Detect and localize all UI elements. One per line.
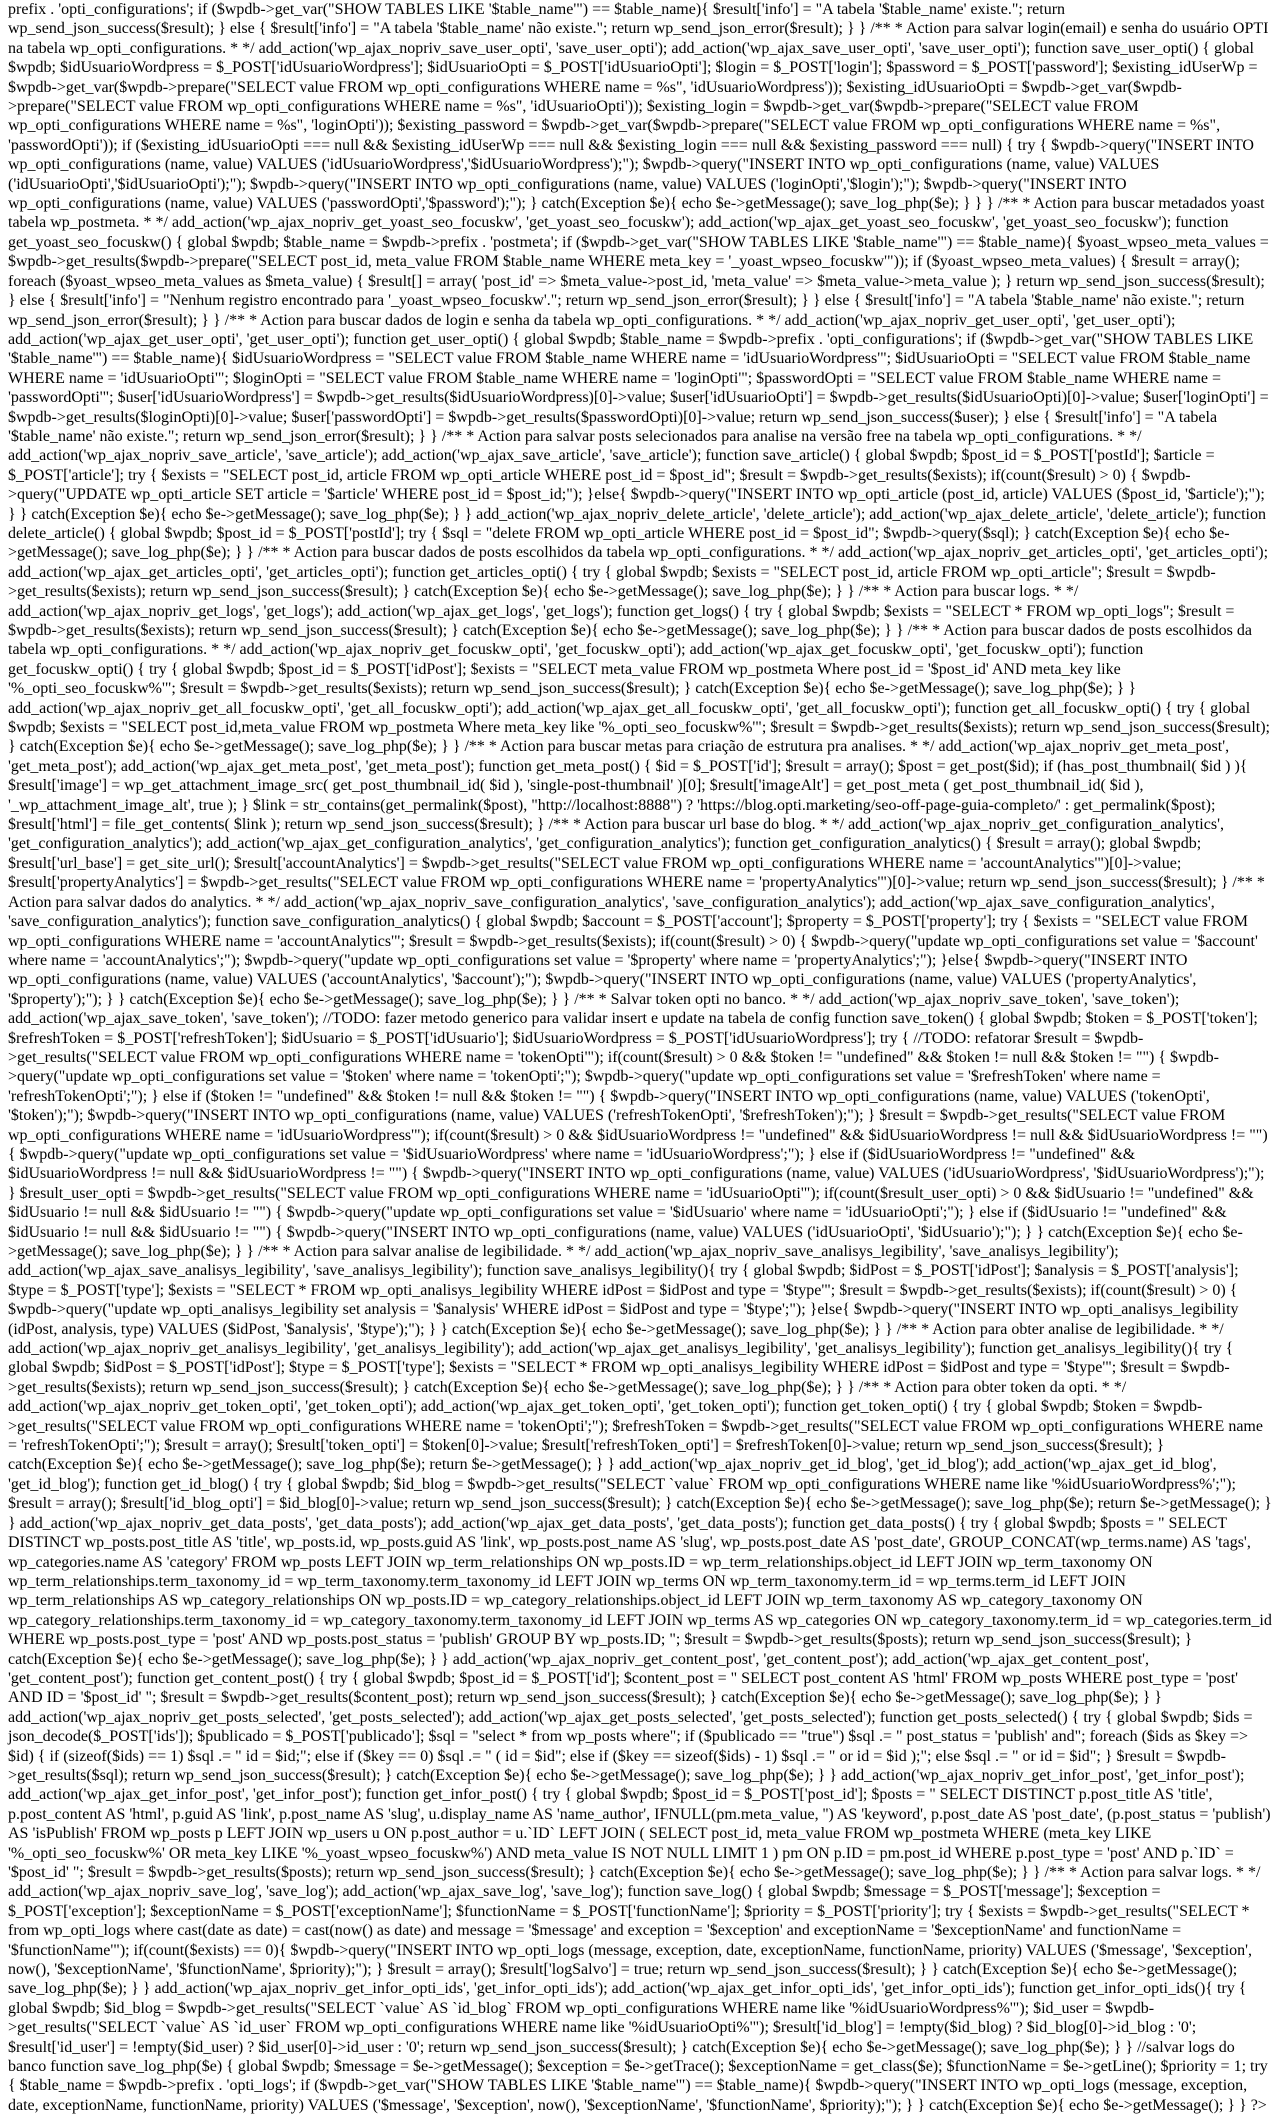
php-source-text: prefix . 'opti_configurations'; if ($wpdb->get_var("SHOW TABLES LIKE '$table_name'") == $table_name){ $result['info'] = "A tabela '$table_name' existe."; return wp_send_json_success($result); } else { $result['info'] = "A tabela '$table_name' não existe."; return wp_send_json_error($result); } } /** * Action para salvar login(email) e senha do usuário OPTI na tabela wp_opti_configurations. * */ add_action('wp_ajax_nopriv_save_user_opti', 'save_user_opti'); add_action('wp_ajax_save_user_opti', 'save_user_opti'); function save_user_opti() { global $wpdb; $idUsuarioWordpress = $_POST['idUsuarioWordpress']; $idUsuarioOpti = $_POST['idUsuarioOpti']; $login = $_POST['login']; $password = $_POST['password']; $existing_idUserWp = $wpdb->get_var($wpdb->prepare("SELECT value FROM wp_opti_configurations WHERE name = %s", 'idUsuarioWordpress')); $existing_idUsuarioOpti = $wpdb->get_var($wpdb->prepare("SELECT value FROM wp_opti_configurations WHERE name = %s", 'idUsuarioOpti')); $existing_login = $wpdb->get_var($wpdb->prepare("SELECT value FROM wp_opti_configurations WHERE name = %s", 'loginOpti')); $existing_password = $wpdb->get_var($wpdb->prepare("SELECT value FROM wp_opti_configurations WHERE name = %s", 'passwordOpti')); if ($existing_idUsuarioOpti === null && $existing_idUserWp === null && $existing_login === null && $existing_password === null) { try { $wpdb->query("INSERT INTO wp_opti_configurations (name, value) VALUES ('idUsuarioWordpress','$idUsuarioWordpress');"); $wpdb->query("INSERT INTO wp_opti_configurations (name, value) VALUES ('idUsuarioOpti','$idUsuarioOpti');"); $wpdb->query("INSERT INTO wp_opti_configurations (name, value) VALUES ('loginOpti','$login');"); $wpdb->query("INSERT INTO wp_opti_configurations (name, value) VALUES ('passwordOpti','$password');"); } catch(Exception $e){ echo $e->getMessage(); save_log_php($e); } } } /** * Action para buscar metadados yoast tabela wp_postmeta. * */ add_action('wp_ajax_nopriv_get_yoast_seo_focuskw', 'get_yoast_seo_focuskw'); add_action('wp_ajax_get_yoast_seo_focuskw', 'get_yoast_seo_focuskw'); function get_yoast_seo_focuskw() { global $wpdb; $table_name = $wpdb->prefix . 'postmeta'; if ($wpdb->get_var("SHOW TABLES LIKE '$table_name'") == $table_name){ $yoast_wpseo_meta_values = $wpdb->get_results($wpdb->prepare("SELECT post_id, meta_value FROM $table_name WHERE meta_key = '_yoast_wpseo_focuskw'")); if ($yoast_wpseo_meta_values) { $result = array(); foreach ($yoast_wpseo_meta_values as $meta_value) { $result[] = array( 'post_id' => $meta_value->post_id, 'meta_value' => $meta_value->meta_value ); } return wp_send_json_success($result); } else { $result['info'] = "Nenhum registro encontrado para '_yoast_wpseo_focuskw'."; return wp_send_json_error($result); } } else { $result['info'] = "A tabela '$table_name' não existe."; return wp_send_json_error($result); } } /** * Action para buscar dados de login e senha da tabela wp_opti_configurations. * */ add_action('wp_ajax_nopriv_get_user_opti', 'get_user_opti'); add_action('wp_ajax_get_user_opti', 'get_user_opti'); function get_user_opti() { global $wpdb; $table_name = $wpdb->prefix . 'opti_configurations'; if ($wpdb->get_var("SHOW TABLES LIKE '$table_name'") == $table_name){ $idUsuarioWordpress = "SELECT value FROM $table_name WHERE name = 'idUsuarioWordpress'"; $idUsuarioOpti = "SELECT value FROM $table_name WHERE name = 'idUsuarioOpti'"; $loginOpti = "SELECT value FROM $table_name WHERE name = 'loginOpti'"; $passwordOpti = "SELECT value FROM $table_name WHERE name = 'passwordOpti'"; $user['idUsuarioWordpress'] = $wpdb->get_results($idUsuarioWordpress)[0]->value; $user['idUsuarioOpti'] = $wpdb->get_results($idUsuarioOpti)[0]->value; $user['loginOpti'] = $wpdb->get_results($loginOpti)[0]->value; $user['passwordOpti'] = $wpdb->get_results($passwordOpti)[0]->value; return wp_send_json_success($user); } else { $result['info'] = "A tabela '$table_name' não existe."; return wp_send_json_error($result); } } /** * Action para salvar posts selecionados para analise na versão free na tabela wp_opti_configurations. * */ add_action('wp_ajax_nopriv_save_article', 'save_article'); add_action('wp_ajax_save_article', 'save_article'); function save_article() { global $wpdb; $post_id = $_POST['postId']; $article = $_POST['article']; try { $exists = "SELECT post_id, article FROM wp_opti_article WHERE post_id = $post_id"; $result = $wpdb->get_results($exists); if(count($result) > 0) { $wpdb->query("UPDATE wp_opti_article SET article = '$article' WHERE post_id = $post_id;"); }else{ $wpdb->query("INSERT INTO wp_opti_article (post_id, article) VALUES ($post_id, '$article');"); } } catch(Exception $e){ echo $e->getMessage(); save_log_php($e); } } add_action('wp_ajax_nopriv_delete_article', 'delete_article'); add_action('wp_ajax_delete_article', 'delete_article'); function delete_article() { global $wpdb; $post_id = $_POST['postId']; try { $sql = "delete FROM wp_opti_article WHERE post_id = $post_id"; $wpdb->query($sql); } catch(Exception $e){ echo $e->getMessage(); save_log_php($e); } } /** * Action para buscar dados de posts escolhidos da tabela wp_opti_configurations. * */ add_action('wp_ajax_nopriv_get_articles_opti', 'get_articles_opti'); add_action('wp_ajax_get_articles_opti', 'get_articles_opti'); function get_articles_opti() { try { global $wpdb; $exists = "SELECT post_id, article FROM wp_opti_article"; $result = $wpdb->get_results($exists); return wp_send_json_success($result); } catch(Exception $e){ echo $e->getMessage(); save_log_php($e); } } /** * Action para buscar logs. * */ add_action('wp_ajax_nopriv_get_logs', 'get_logs'); add_action('wp_ajax_get_logs', 'get_logs'); function get_logs() { try { global $wpdb; $exists = "SELECT * FROM wp_opti_logs"; $result = $wpdb->get_results($exists); return wp_send_json_success($result); } catch(Exception $e){ echo $e->getMessage(); save_log_php($e); } } /** * Action para buscar dados de posts escolhidos da tabela wp_opti_configurations. * */ add_action('wp_ajax_nopriv_get_focuskw_opti', 'get_focuskw_opti'); add_action('wp_ajax_get_focuskw_opti', 'get_focuskw_opti'); function get_focuskw_opti() { try { global $wpdb; $post_id = $_POST['idPost']; $exists = "SELECT meta_value FROM wp_postmeta Where post_id = '$post_id' AND meta_key like '%_opti_seo_focuskw%'"; $result = $wpdb->get_results($exists); return wp_send_json_success($result); } catch(Exception $e){ echo $e->getMessage(); save_log_php($e); } } add_action('wp_ajax_nopriv_get_all_focuskw_opti', 'get_all_focuskw_opti'); add_action('wp_ajax_get_all_focuskw_opti', 'get_all_focuskw_opti'); function get_all_focuskw_opti() { try { global $wpdb; $exists = "SELECT post_id,meta_value FROM wp_postmeta Where meta_key like '%_opti_seo_focuskw%'"; $result = $wpdb->get_results($exists); return wp_send_json_success($result); } catch(Exception $e){ echo $e->getMessage(); save_log_php($e); } } /** * Action para buscar metas para criação de estrutura pra analises. * */ add_action('wp_ajax_nopriv_get_meta_post', 'get_meta_post'); add_action('wp_ajax_get_meta_post', 'get_meta_post'); function get_meta_post() { $id = $_POST['id']; $result = array(); $post = get_post($id); if (has_post_thumbnail( $id ) ){ $result['image'] = wp_get_attachment_image_src( get_post_thumbnail_id( $id ), 'single-post-thumbnail' )[0]; $result['imageAlt'] = get_post_meta ( get_post_thumbnail_id( $id ), '_wp_attachment_image_alt', true ); } $link = str_contains(get_permalink($post), "http://localhost:8888") ? 'https://blog.opti.marketing/seo-off-page-guia-completo/' : get_permalink($post); $result['html'] = file_get_contents( $link ); return wp_send_json_success($result); } /** * Action para buscar url base do blog. * */ add_action('wp_ajax_nopriv_get_configuration_analytics', 'get_configuration_analytics'); add_action('wp_ajax_get_configuration_analytics', 'get_configuration_analytics'); function get_configuration_analytics() { $result = array(); global $wpdb; $result['url_base'] = get_site_url(); $result['accountAnalytics'] = $wpdb->get_results("SELECT value FROM wp_opti_configurations WHERE name = 'accountAnalytics'")[0]->value; $result['propertyAnalytics'] = $wpdb->get_results("SELECT value FROM wp_opti_configurations WHERE name = 'propertyAnalytics'")[0]->value; return wp_send_json_success($result); } /** * Action para salvar dados do analytics. * */ add_action('wp_ajax_nopriv_save_configuration_analytics', 'save_configuration_analytics'); add_action('wp_ajax_save_configuration_analytics', 'save_configuration_analytics'); function save_configuration_analytics() { global $wpdb; $account = $_POST['account']; $property = $_POST['property']; try { $exists = "SELECT value FROM wp_opti_configurations WHERE name = 'accountAnalytics'"; $result = $wpdb->get_results($exists); if(count($result) > 0) { $wpdb->query("update wp_opti_configurations set value = '$account' where name = 'accountAnalytics';"); $wpdb->query("update wp_opti_configurations set value = '$property' where name = 'propertyAnalytics';"); }else{ $wpdb->query("INSERT INTO wp_opti_configurations (name, value) VALUES ('accountAnalytics', '$account');"); $wpdb->query("INSERT INTO wp_opti_configurations (name, value) VALUES ('propertyAnalytics', '$property');"); } } catch(Exception $e){ echo $e->getMessage(); save_log_php($e); } } /** * Salvar token opti no banco. * */ add_action('wp_ajax_nopriv_save_token', 'save_token'); add_action('wp_ajax_save_token', 'save_token'); //TODO: fazer metodo generico para validar insert e update na tabela de config function save_token() { global $wpdb; $token = $_POST['token']; $refreshToken = $_POST['refreshToken']; $idUsuario = $_POST['idUsuario']; $idUsuarioWordpress = $_POST['idUsuarioWordpress']; try { //TODO: refatorar $result = $wpdb->get_results("SELECT value FROM wp_opti_configurations WHERE name = 'tokenOpti'"); if(count($result) > 0 && $token != "undefined" && $token != null && $token != "") { $wpdb->query("update wp_opti_configurations set value = '$token' where name = 'tokenOpti';"); $wpdb->query("update wp_opti_configurations set value = '$refreshToken' where name = 'refreshTokenOpti';"); } else if ($token != "undefined" && $token != null && $token != "") { $wpdb->query("INSERT INTO wp_opti_configurations (name, value) VALUES ('tokenOpti', '$token');"); $wpdb->query("INSERT INTO wp_opti_configurations (name, value) VALUES ('refreshTokenOpti', '$refreshToken');"); } $result = $wpdb->get_results("SELECT value FROM wp_opti_configurations WHERE name = 'idUsuarioWordpress'"); if(count($result) > 0 && $idUsuarioWordpress != "undefined" && $idUsuarioWordpress != null && $idUsuarioWordpress != "") { $wpdb->query("update wp_opti_configurations set value = '$idUsuarioWordpress' where name = 'idUsuarioWordpress';"); } else if ($idUsuarioWordpress != "undefined" && $idUsuarioWordpress != null && $idUsuarioWordpress != "") { $wpdb->query("INSERT INTO wp_opti_configurations (name, value) VALUES ('idUsuarioWordpress', '$idUsuarioWordpress');"); } $result_user_opti = $wpdb->get_results("SELECT value FROM wp_opti_configurations WHERE name = 'idUsuarioOpti'"); if(count($result_user_opti) > 0 && $idUsuario != "undefined" && $idUsuario != null && $idUsuario != "") { $wpdb->query("update wp_opti_configurations set value = '$idUsuario' where name = 'idUsuarioOpti';"); } else if ($idUsuario != "undefined" && $idUsuario != null && $idUsuario != "") { $wpdb->query("INSERT INTO wp_opti_configurations (name, value) VALUES ('idUsuarioOpti', '$idUsuario');"); } } catch(Exception $e){ echo $e->getMessage(); save_log_php($e); } } /** * Action para salvar analise de legibilidade. * */ add_action('wp_ajax_nopriv_save_analisys_legibility', 'save_analisys_legibility'); add_action('wp_ajax_save_analisys_legibility', 'save_analisys_legibility'); function save_analisys_legibility(){ try { global $wpdb; $idPost = $_POST['idPost']; $analysis = $_POST['analysis']; $type = $_POST['type']; $exists = "SELECT * FROM wp_opti_analisys_legibility WHERE idPost = $idPost and type = '$type'"; $result = $wpdb->get_results($exists); if(count($result) > 0) { $wpdb->query("update wp_opti_analisys_legibility set analysis = '$analysis' WHERE idPost = $idPost and type = '$type';"); }else{ $wpdb->query("INSERT INTO wp_opti_analisys_legibility (idPost, analysis, type) VALUES ($idPost, '$analysis', '$type');"); } } catch(Exception $e){ echo $e->getMessage(); save_log_php($e); } } /** * Action para obter analise de legibilidade. * */ add_action('wp_ajax_nopriv_get_analisys_legibility', 'get_analisys_legibility'); add_action('wp_ajax_get_analisys_legibility', 'get_analisys_legibility'); function get_analisys_legibility(){ try { global $wpdb; $idPost = $_POST['idPost']; $type = $_POST['type']; $exists = "SELECT * FROM wp_opti_analisys_legibility WHERE idPost = $idPost and type = '$type'"; $result = $wpdb->get_results($exists); return wp_send_json_success($result); } catch(Exception $e){ echo $e->getMessage(); save_log_php($e); } } /** * Action para obter token da opti. * */ add_action('wp_ajax_nopriv_get_token_opti', 'get_token_opti'); add_action('wp_ajax_get_token_opti', 'get_token_opti'); function get_token_opti() { try { global $wpdb; $token = $wpdb->get_results("SELECT value FROM wp_opti_configurations WHERE name = 'tokenOpti';"); $refreshToken = $wpdb->get_results("SELECT value FROM wp_opti_configurations WHERE name = 'refreshTokenOpti';"); $result = array(); $result['token_opti'] = $token[0]->value; $result['refreshToken_opti'] = $refreshToken[0]->value; return wp_send_json_success($result); } catch(Exception $e){ echo $e->getMessage(); save_log_php($e); return $e->getMessage(); } } add_action('wp_ajax_nopriv_get_id_blog', 'get_id_blog'); add_action('wp_ajax_get_id_blog', 'get_id_blog'); function get_id_blog() { try { global $wpdb; $id_blog = $wpdb->get_results("SELECT `value` FROM wp_opti_configurations WHERE name like '%idUsuarioWordpress%';"); $result = array(); $result['id_blog_opti'] = $id_blog[0]->value; return wp_send_json_success($result); } catch(Exception $e){ echo $e->getMessage(); save_log_php($e); return $e->getMessage(); } } add_action('wp_ajax_nopriv_get_data_posts', 'get_data_posts'); add_action('wp_ajax_get_data_posts', 'get_data_posts'); function get_data_posts() { try { global $wpdb; $posts = " SELECT DISTINCT wp_posts.post_title AS 'title', wp_posts.id, wp_posts.guid AS 'link', wp_posts.post_name AS 'slug', wp_posts.post_date AS 'post_date', GROUP_CONCAT(wp_terms.name) AS 'tags', wp_categories.name AS 'category' FROM wp_posts LEFT JOIN wp_term_relationships ON wp_posts.ID = wp_term_relationships.object_id LEFT JOIN wp_term_taxonomy ON wp_term_relationships.term_taxonomy_id = wp_term_taxonomy.term_taxonomy_id LEFT JOIN wp_terms ON wp_term_taxonomy.term_id = wp_terms.term_id LEFT JOIN wp_term_relationships AS wp_category_relationships ON wp_posts.ID = wp_category_relationships.object_id LEFT JOIN wp_term_taxonomy AS wp_category_taxonomy ON wp_category_relationships.term_taxonomy_id = wp_category_taxonomy.term_taxonomy_id LEFT JOIN wp_terms AS wp_categories ON wp_category_taxonomy.term_id = wp_categories.term_id WHERE wp_posts.post_type = 'post' AND wp_posts.post_status = 'publish' GROUP BY wp_posts.ID; "; $result = $wpdb->get_results($posts); return wp_send_json_success($result); } catch(Exception $e){ echo $e->getMessage(); save_log_php($e); } } add_action('wp_ajax_nopriv_get_content_post', 'get_content_post'); add_action('wp_ajax_get_content_post', 'get_content_post'); function get_content_post() { try { global $wpdb; $post_id = $_POST['id']; $content_post = " SELECT post_content AS 'html' FROM wp_posts WHERE post_type = 'post' AND ID = '$post_id' "; $result = $wpdb->get_results($content_post); return wp_send_json_success($result); } catch(Exception $e){ echo $e->getMessage(); save_log_php($e); } } add_action('wp_ajax_nopriv_get_posts_selected', 'get_posts_selected'); add_action('wp_ajax_get_posts_selected', 'get_posts_selected'); function get_posts_selected() { try { global $wpdb; $ids = json_decode($_POST['ids']); $publicado = $_POST['publicado']; $sql = "select * from wp_posts where"; if ($publicado == "true") $sql .= " post_status = 'publish' and"; foreach ($ids as $key => $id) { if (sizeof($ids) == 1) $sql .= " id = $id;"; else if ($key == 0) $sql .= " ( id = $id"; else if ($key == sizeof($ids) - 1) $sql .= " or id = $id );"; else $sql .= " or id = $id"; } $result = $wpdb->get_results($sql); return wp_send_json_success($result); } catch(Exception $e){ echo $e->getMessage(); save_log_php($e); } } add_action('wp_ajax_nopriv_get_infor_post', 'get_infor_post'); add_action('wp_ajax_get_infor_post', 'get_infor_post'); function get_infor_post() { try { global $wpdb; $post_id = $_POST['post_id']; $posts = " SELECT DISTINCT p.post_title AS 'title', p.post_content AS 'html', p.guid AS 'link', p.post_name AS 'slug', u.display_name AS 'name_author', IFNULL(pm.meta_value, '') AS 'keyword', p.post_date AS 'post_date', (p.post_status = 'publish') AS 'isPublish' FROM wp_posts p LEFT JOIN wp_users u ON p.post_author = u.`ID` LEFT JOIN ( SELECT post_id, meta_value FROM wp_postmeta WHERE (meta_key LIKE '%_opti_seo_focuskw%' OR meta_key LIKE '%_yoast_wpseo_focuskw%') AND meta_value IS NOT NULL LIMIT 1 ) pm ON p.ID = pm.post_id WHERE p.post_type = 'post' AND p.`ID` = '$post_id' "; $result = $wpdb->get_results($posts); return wp_send_json_success($result); } catch(Exception $e){ echo $e->getMessage(); save_log_php($e); } } /** * Action para salvar logs. * */ add_action('wp_ajax_nopriv_save_log', 'save_log'); add_action('wp_ajax_save_log', 'save_log'); function save_log() { global $wpdb; $message = $_POST['message']; $exception = $_POST['exception']; $exceptionName = $_POST['exceptionName']; $functionName = $_POST['functionName']; $priority = $_POST['priority']; try { $exists = $wpdb->get_results("SELECT * from wp_opti_logs where cast(date as date) = cast(now() as date) and message = '$message' and exception = '$exception' and exceptionName = '$exceptionName' and functionName = '$functionName'"); if(count($exists) == 0){ $wpdb->query("INSERT INTO wp_opti_logs (message, exception, date, exceptionName, functionName, priority) VALUES ('$message', '$exception', now(), '$exceptionName', '$functionName', $priority);"); } $result = array(); $result['logSalvo'] = true; return wp_send_json_success($result); } } catch(Exception $e){ echo $e->getMessage(); save_log_php($e); } } add_action('wp_ajax_nopriv_get_infor_opti_ids', 'get_infor_opti_ids'); add_action('wp_ajax_get_infor_opti_ids', 'get_infor_opti_ids'); function get_infor_opti_ids(){ try { global $wpdb; $id_blog = $wpdb->get_results("SELECT `value` AS `id_blog` FROM wp_opti_configurations WHERE name like '%idUsuarioWordpress%'"); $id_user = $wpdb->get_results("SELECT `value` AS `id_user` FROM wp_opti_configurations WHERE name like '%idUsuarioOpti%'"); $result['id_blog'] = !empty($id_blog) ? $id_blog[0]->id_blog : '0'; $result['id_user'] = !empty($id_user) ? $id_user[0]->id_user : '0'; return wp_send_json_success($result); } catch(Exception $e){ echo $e->getMessage(); save_log_php($e); } } //salvar logs do banco function save_log_php($e) { global $wpdb; $message = $e->getMessage(); $exception = $e->getTrace(); $exceptionName = get_class($e); $functionName = $e->getLine(); $priority = 1; try { $table_name = $wpdb->prefix . 'opti_logs'; if ($wpdb->get_var("SHOW TABLES LIKE '$table_name'") == $table_name){ $wpdb->query("INSERT INTO wp_opti_logs (message, exception, date, exceptionName, functionName, priority) VALUES ('$message', '$exception', now(), '$exceptionName', '$functionName', $priority);"); } } catch(Exception $e){ echo $e->getMessage(); } } ?> bbox=[8, 1, 1272, 2114]
